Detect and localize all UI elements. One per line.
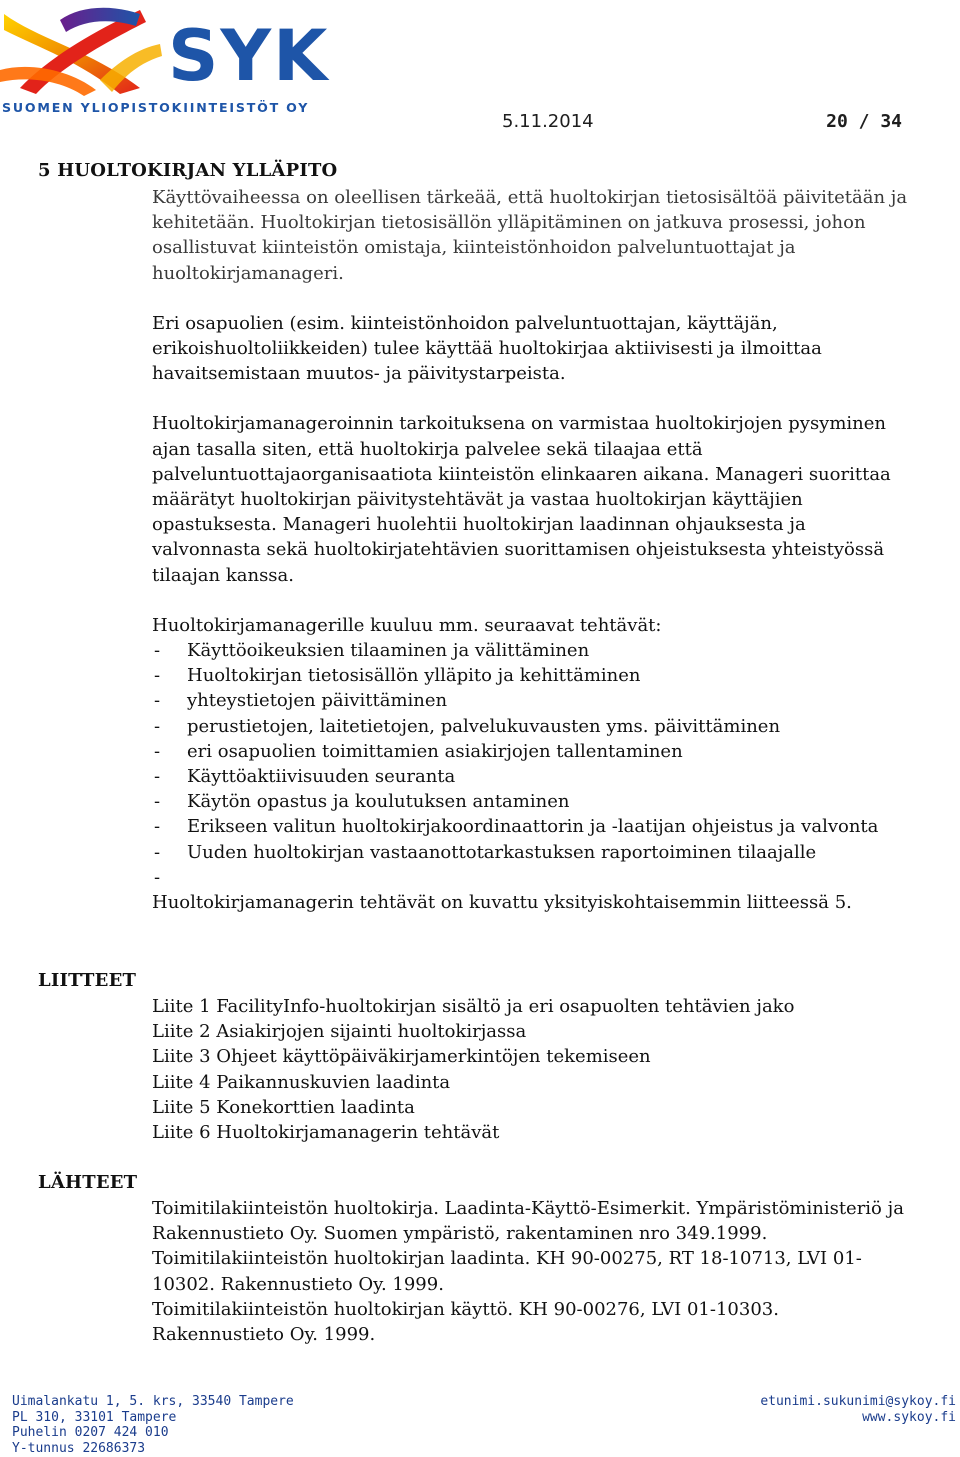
paragraph-manager: Huoltokirjamanageroinnin tarkoituksena on varmistaa huoltokirjojen pysyminen ajan tasalla siten, että huoltokirja palvelee sekä tilaajaa että palveluntuottajaorganisaatiota kiinteistön elinkaaren aikana. Manageri suorittaa määrätyt huoltokirjan päivitystehtävät ja vastaa huoltokirjan käyttäjien opastuksesta. Manageri huolehtii huoltokirjan laadinnan ohjauksesta ja valvonnasta sekä huoltokirjatehtävien suorittamisen ohjeistuksesta yhteistyössä tilaajan kanssa. xyxy=(152,413,891,586)
footer-website-link[interactable]: www.sykoy.fi xyxy=(862,1409,956,1425)
list-item: - Huoltokirjan tietosisällön ylläpito ja kehittäminen xyxy=(154,665,641,687)
attachments-list xyxy=(152,994,912,1145)
section-title: 5 HUOLTOKIRJAN YLLÄPITO xyxy=(38,160,338,181)
footer-phone: Puhelin 0207 424 010 xyxy=(12,1425,169,1440)
sources-list xyxy=(152,1196,912,1347)
footer-email-link[interactable]: etunimi.sukunimi@sykoy.fi xyxy=(760,1394,956,1409)
footer-po-box: PL 310, 33101 Tampere xyxy=(12,1409,177,1425)
list-item: - Käyttöoikeuksien tilaaminen ja välittäminen xyxy=(154,640,590,662)
list-item: Toimitilakiinteistön huoltokirja. Laadinta-Käyttö-Esimerkit. Ympäristöministeriö ja Rakennustieto Oy. Suomen ympäristö, rakentaminen nro 349.1999. xyxy=(152,1198,904,1245)
list-item: - perustietojen, laitetietojen, palvelukuvausten yms. päivittäminen xyxy=(154,715,781,737)
task-list xyxy=(152,638,912,890)
list-item: - Erikseen valitun huoltokirjakoordinaattorin ja -laatijan ohjeistus ja valvonta xyxy=(154,816,879,838)
section-body xyxy=(152,185,912,915)
sources-title: LÄHTEET xyxy=(38,1172,138,1193)
list-item: Liite 1 FacilityInfo-huoltokirjan sisältö ja eri osapuolten tehtävien jako xyxy=(152,996,795,1017)
tasks-intro: Huoltokirjamanagerille kuuluu mm. seuraavat tehtävät: xyxy=(152,614,662,636)
intro-paragraph: Käyttövaiheessa on oleellisen tärkeää, että huoltokirjan tietosisältöä päivitetään ja kehitetään. Huoltokirjan tietosisällön ylläpitäminen on jatkuva prosessi, johon osallistuvat kiinteistön omistaja, kiinteistönhoidon palveluntuottajat ja huoltokirjamanageri. xyxy=(152,187,908,284)
logo-text: SYK xyxy=(168,15,330,97)
paragraph-parties: Eri osapuolien (esim. kiinteistönhoidon palveluntuottajan, käyttäjän, erikoishuoltoliikkeiden) tulee käyttää huoltokirjaa aktiivisesti ja ilmoittaa havaitsemistaan muutos- ja päivitystarpeista. xyxy=(152,312,822,385)
list-item: Liite 2 Asiakirjojen sijainti huoltokirjassa xyxy=(152,1021,527,1043)
list-item: - Käytön opastus ja koulutuksen antaminen xyxy=(154,791,570,813)
list-item: - xyxy=(154,866,161,888)
list-item: - Käyttöaktiivisuuden seuranta xyxy=(154,766,456,788)
list-item: Liite 3 Ohjeet käyttöpäiväkirjamerkintöjen tekemiseen xyxy=(152,1046,651,1068)
logo-subtitle: SUOMEN YLIOPISTOKIINTEISTÖT OY xyxy=(2,100,310,115)
list-item: Toimitilakiinteistön huoltokirjan laadinta. KH 90-00275, RT 18-10713, LVI 01-10302. Rakennustieto Oy. 1999. xyxy=(152,1248,862,1295)
list-item: Liite 5 Konekorttien laadinta xyxy=(152,1096,415,1118)
footer-address: Uimalankatu 1, 5. krs, 33540 Tampere xyxy=(12,1394,294,1409)
company-logo xyxy=(0,0,330,118)
page-number: 20 / 34 xyxy=(826,111,902,132)
list-item: Toimitilakiinteistön huoltokirjan käyttö. KH 90-00276, LVI 01-10303. Rakennustieto Oy. 1999. xyxy=(152,1298,779,1346)
footer-business-id: Y-tunnus 22686373 xyxy=(12,1440,146,1456)
footer-contact xyxy=(12,1394,294,1456)
list-item: - Uuden huoltokirjan vastaanottotarkastuksen raportoiminen tilaajalle xyxy=(154,841,817,863)
attachments-title: LIITTEET xyxy=(38,970,137,991)
list-item: Liite 4 Paikannuskuvien laadinta xyxy=(152,1071,451,1093)
header-date: 5.11.2014 xyxy=(502,111,594,132)
list-item: - eri osapuolien toimittamien asiakirjojen tallentaminen xyxy=(154,740,683,762)
tasks-note: Huoltokirjamanagerin tehtävät on kuvattu yksityiskohtaisemmin liitteessä 5. xyxy=(152,892,852,914)
list-item: - yhteystietojen päivittäminen xyxy=(154,690,448,712)
list-item: Liite 6 Huoltokirjamanagerin tehtävät xyxy=(152,1122,500,1144)
footer-web xyxy=(760,1394,956,1425)
